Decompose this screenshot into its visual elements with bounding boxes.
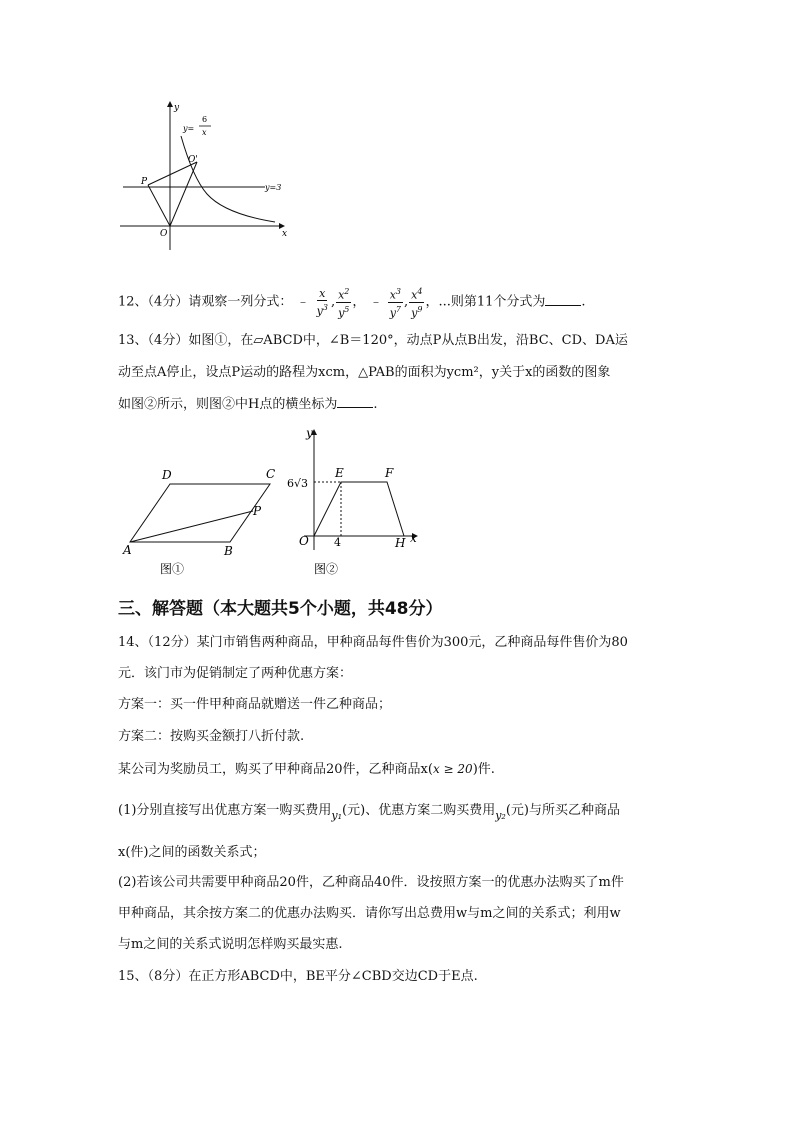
question-14-line1: 14、（12分）某门市销售两种商品，甲种商品每件售价为300元，乙种商品每件售价为80 — [118, 635, 628, 650]
sub-question-2-line1: (2)若该公司共需要甲种商品20件，乙种商品40件．设按照方案一的优惠办法购买了m件 — [118, 875, 624, 890]
y-axis-label: y — [174, 103, 180, 113]
sub-question-2-line2: 甲种商品，其余按方案二的优惠办法购买．请你写出总费用w与m之间的关系式；利用w — [118, 906, 621, 921]
func-prefix: y= — [183, 124, 195, 133]
origin-label: O — [299, 534, 309, 548]
plan-1: 方案一：买一件甲种商品就赠送一件乙种商品； — [118, 697, 392, 712]
label-p: P — [253, 504, 262, 518]
label-f: F — [385, 466, 394, 480]
x-tick-label: 4 — [334, 536, 341, 549]
sub-question-1-line2: x(件)之间的函数关系式； — [118, 845, 266, 860]
label-b: B — [224, 544, 233, 558]
section-heading: 三、解答题（本大题共5个小题，共48分） — [118, 599, 443, 619]
label-d: D — [162, 468, 172, 482]
label-e: E — [335, 466, 344, 480]
label-c: C — [266, 467, 276, 481]
question-13-line1: 13、（4分）如图①，在▱ABCD中，∠B＝120°，动点P从点B出发，沿BC、CD、DA运 — [118, 333, 628, 348]
func-den: x — [202, 128, 207, 137]
line-y3-label: y=3 — [265, 183, 282, 192]
parallelogram-figure — [118, 462, 288, 578]
figure-2-caption: 图② — [314, 562, 339, 576]
sub-question-1: (1)分别直接写出优惠方案一购买费用$_{y_1}$(元)、优惠方案二购买费用$_{y_2}$(元)与所买乙种商品 — [118, 803, 620, 822]
x-axis-label: x — [410, 531, 417, 545]
hyperbola-graph — [115, 98, 295, 256]
answer-blank — [337, 395, 373, 408]
y-axis-label: y — [306, 426, 313, 440]
fraction-2: $\frac{x^2}{y^5}$ — [338, 287, 350, 320]
function-graph-figure — [284, 424, 424, 580]
y-tick-label: 6√3 — [287, 477, 309, 490]
question-15: 15、（8分）在正方形ABCD中，BE平分∠CBD交边CD于E点. — [118, 969, 478, 984]
question-12: 12、（4分）请观察一列分式： ﹣ $\frac{x}{y^3}$ , $\frac{x^2}{y^5}$ ， ﹣ $\frac{x^3}{y^7}$ , $\frac{x^4}{y^9}$ ，...则第11个分式为 . — [118, 286, 586, 320]
question-14-line5: 某公司为奖励员工，购买了甲种商品20件，乙种商品x(x ≥ 20)件. — [118, 762, 495, 777]
point-o-prime-label: O' — [188, 155, 198, 165]
figure-1-caption: 图① — [160, 562, 185, 576]
answer-blank — [545, 293, 581, 306]
fraction-1: $\frac{x}{y^3}$ — [316, 286, 328, 318]
func-num: 6 — [202, 115, 208, 124]
question-13-line3: 如图②所示，则图②中H点的横坐标为 . — [118, 397, 378, 412]
label-a: A — [123, 543, 132, 557]
fraction-3: $\frac{x^3}{y^7}$ — [389, 287, 402, 320]
sub-question-2-line3: 与m之间的关系式说明怎样购买最实惠. — [118, 937, 343, 952]
question-13-line2: 动至点A停止，设点P运动的路程为xcm，△PAB的面积为ycm²，y关于x的函数的图象 — [118, 365, 611, 380]
plan-2: 方案二：按购买金额打八折付款. — [118, 729, 305, 744]
label-h: H — [395, 536, 406, 550]
question-14-line2: 元．该门市为促销制定了两种优惠方案： — [118, 666, 353, 681]
origin-label: O — [160, 229, 168, 239]
fraction-4: $\frac{x^4}{y^9}$ — [411, 287, 423, 320]
x-axis-label: x — [282, 229, 288, 239]
point-p-label: P — [141, 177, 148, 187]
